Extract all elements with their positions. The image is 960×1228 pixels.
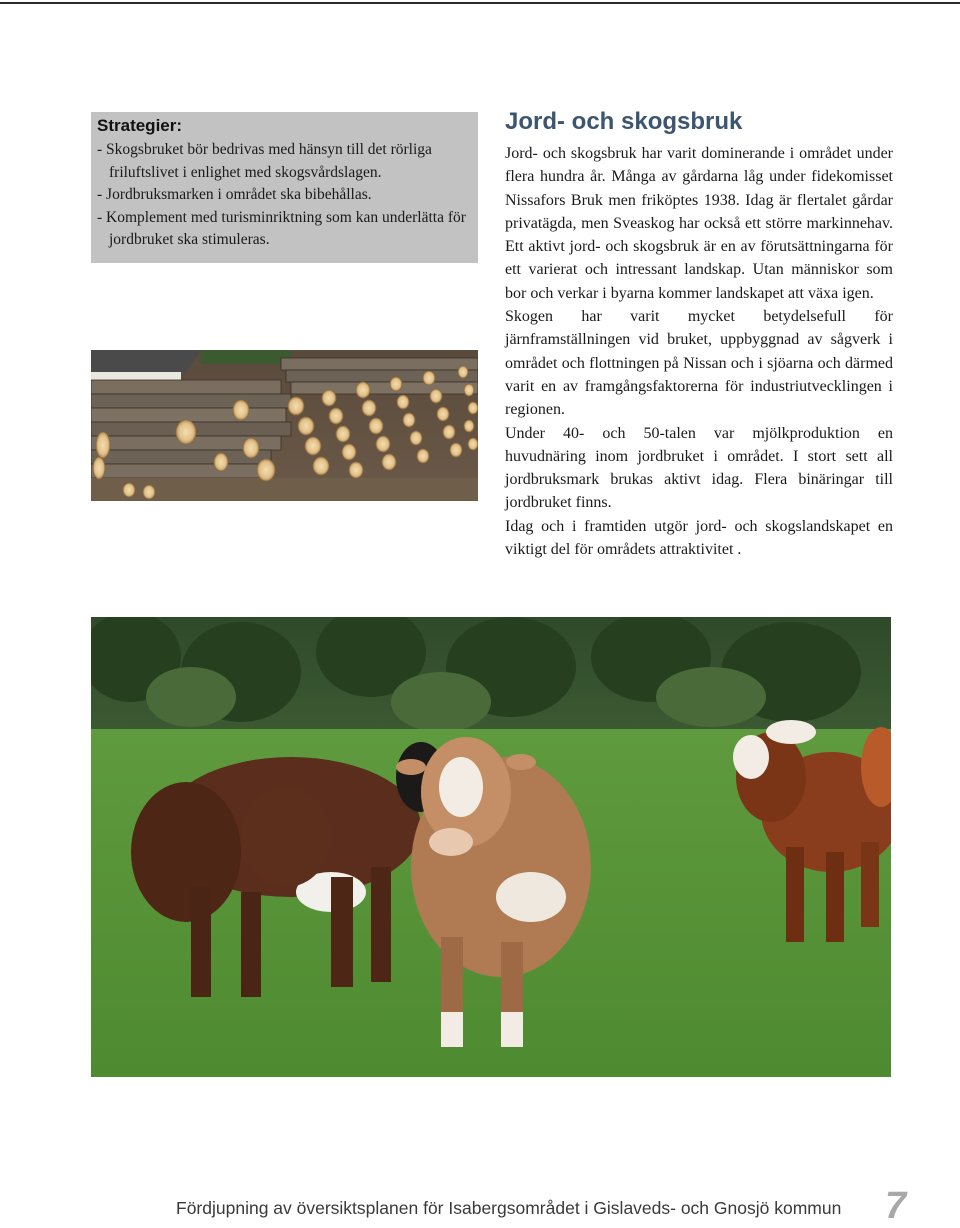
page-number: 7 xyxy=(885,1185,907,1227)
article-heading: Jord- och skogsbruk xyxy=(505,108,743,135)
strategy-item: - Komplement med turisminriktning som kan underlätta för jordbruket ska stimuleras. xyxy=(97,208,466,248)
strategy-item: - Jordbruksmarken i området ska bibehållas. xyxy=(97,186,372,203)
article-paragraph: Under 40- och 50-talen var mjölkproduktion en huvudnäring inom jordbruket i området. I stort sett all jordbruksmark brukas aktivt idag. Flera binäringar till jordbruket finns. xyxy=(505,424,893,512)
strategy-box xyxy=(91,112,478,263)
article-paragraph: Idag och i framtiden utgör jord- och skogslandskapet en viktigt del för områdets attraktivitet . xyxy=(505,517,893,559)
strategy-item: - Skogsbruket bör bedrivas med hänsyn till det rörliga friluftslivet i enlighet med skogsvårdslagen. xyxy=(97,141,432,181)
strategy-list xyxy=(97,139,472,252)
strategy-title: Strategier: xyxy=(97,116,183,135)
top-rule xyxy=(0,2,960,4)
footer-text: Fördjupning av översiktsplanen för Isabergsområdet i Gislaveds- och Gnosjö kommun xyxy=(176,1198,842,1218)
article-paragraph: Skogen har varit mycket betydelsefull för järnframställningen vid bruket, uppbyggnad av sågverk i området och flottningen på Nissan och i sjöarna och därmed varit en av framgångsfaktorerna för industriutvecklingen i regionen. xyxy=(505,308,893,419)
article xyxy=(505,108,893,561)
article-paragraph: Jord- och skogsbruk har varit dominerande i området under flera hundra år. Många av gårdarna låg under fidekomisset Nissafors Bruk men friköptes 1938. Idag är flertalet gårdar privatägda, men Sveaskog har också ett större markinnehav. Ett aktivt jord- och skogsbruk är en av förutsättningarna för ett varierat och intressant landskap. Utan människor som bor och verkar i byarna kommer landskapet att växa igen. xyxy=(505,145,893,302)
cows-photo xyxy=(91,617,891,1077)
timber-logs-photo xyxy=(91,350,478,501)
